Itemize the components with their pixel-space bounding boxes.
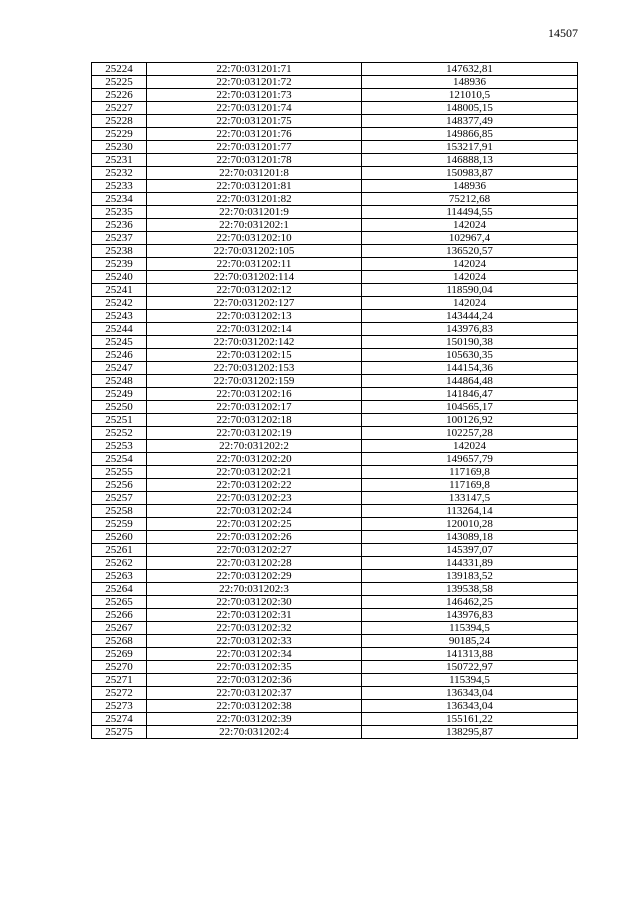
value-cell: 90185,24 [362, 635, 578, 648]
value-cell: 145397,07 [362, 544, 578, 557]
cadastral-number-cell: 22:70:031202:30 [147, 596, 362, 609]
value-cell: 133147,5 [362, 492, 578, 505]
cadastral-number-cell: 22:70:031201:77 [147, 141, 362, 154]
table-row [92, 362, 578, 375]
row-number-cell: 25251 [92, 414, 147, 427]
cadastral-number-cell: 22:70:031202:31 [147, 609, 362, 622]
table-row [92, 232, 578, 245]
cadastral-number-cell: 22:70:031202:127 [147, 297, 362, 310]
cadastral-number-cell: 22:70:031201:72 [147, 76, 362, 89]
value-cell: 146462,25 [362, 596, 578, 609]
value-cell: 102967,4 [362, 232, 578, 245]
table-row [92, 180, 578, 193]
row-number-cell: 25224 [92, 63, 147, 76]
table-row [92, 297, 578, 310]
value-cell: 100126,92 [362, 414, 578, 427]
table-row [92, 440, 578, 453]
row-number-cell: 25237 [92, 232, 147, 245]
value-cell: 141846,47 [362, 388, 578, 401]
table-row [92, 310, 578, 323]
row-number-cell: 25227 [92, 102, 147, 115]
row-number-cell: 25239 [92, 258, 147, 271]
table-row [92, 401, 578, 414]
value-cell: 148936 [362, 180, 578, 193]
table-row [92, 375, 578, 388]
table-row [92, 635, 578, 648]
cadastral-number-cell: 22:70:031202:12 [147, 284, 362, 297]
cadastral-number-cell: 22:70:031202:2 [147, 440, 362, 453]
value-cell: 117169,8 [362, 466, 578, 479]
table-row [92, 466, 578, 479]
value-cell: 114494,55 [362, 206, 578, 219]
cadastral-number-cell: 22:70:031202:23 [147, 492, 362, 505]
table-row [92, 609, 578, 622]
value-cell: 147632,81 [362, 63, 578, 76]
value-cell: 144864,48 [362, 375, 578, 388]
cadastral-number-cell: 22:70:031202:36 [147, 674, 362, 687]
value-cell: 138295,87 [362, 726, 578, 739]
row-number-cell: 25236 [92, 219, 147, 232]
value-cell: 142024 [362, 440, 578, 453]
value-cell: 105630,35 [362, 349, 578, 362]
row-number-cell: 25228 [92, 115, 147, 128]
row-number-cell: 25229 [92, 128, 147, 141]
cadastral-number-cell: 22:70:031202:142 [147, 336, 362, 349]
cadastral-number-cell: 22:70:031202:15 [147, 349, 362, 362]
row-number-cell: 25260 [92, 531, 147, 544]
cadastral-number-cell: 22:70:031202:1 [147, 219, 362, 232]
value-cell: 113264,14 [362, 505, 578, 518]
table-row [92, 687, 578, 700]
cadastral-number-cell: 22:70:031202:14 [147, 323, 362, 336]
value-cell: 117169,8 [362, 479, 578, 492]
table-row [92, 726, 578, 739]
cadastral-number-cell: 22:70:031202:29 [147, 570, 362, 583]
table-row [92, 63, 578, 76]
cadastral-number-cell: 22:70:031202:10 [147, 232, 362, 245]
value-cell: 150190,38 [362, 336, 578, 349]
value-cell: 136520,57 [362, 245, 578, 258]
table-row [92, 492, 578, 505]
value-cell: 141313,88 [362, 648, 578, 661]
table-row [92, 622, 578, 635]
cadastral-number-cell: 22:70:031202:114 [147, 271, 362, 284]
row-number-cell: 25254 [92, 453, 147, 466]
value-cell: 136343,04 [362, 687, 578, 700]
row-number-cell: 25247 [92, 362, 147, 375]
value-cell: 121010,5 [362, 89, 578, 102]
table-row [92, 284, 578, 297]
table-row [92, 505, 578, 518]
value-cell: 104565,17 [362, 401, 578, 414]
row-number-cell: 25274 [92, 713, 147, 726]
row-number-cell: 25242 [92, 297, 147, 310]
row-number-cell: 25272 [92, 687, 147, 700]
row-number-cell: 25248 [92, 375, 147, 388]
cadastral-number-cell: 22:70:031202:20 [147, 453, 362, 466]
table-row [92, 115, 578, 128]
table-row [92, 76, 578, 89]
table-row [92, 674, 578, 687]
row-number-cell: 25265 [92, 596, 147, 609]
row-number-cell: 25261 [92, 544, 147, 557]
row-number-cell: 25241 [92, 284, 147, 297]
table-row [92, 206, 578, 219]
cadastral-number-cell: 22:70:031202:11 [147, 258, 362, 271]
cadastral-number-cell: 22:70:031202:19 [147, 427, 362, 440]
cadastral-number-cell: 22:70:031202:24 [147, 505, 362, 518]
value-cell: 148377,49 [362, 115, 578, 128]
cadastral-number-cell: 22:70:031202:159 [147, 375, 362, 388]
cadastral-number-cell: 22:70:031202:34 [147, 648, 362, 661]
cadastral-number-cell: 22:70:031202:33 [147, 635, 362, 648]
cadastral-value-table [91, 62, 578, 739]
value-cell: 149866,85 [362, 128, 578, 141]
table-row [92, 700, 578, 713]
cadastral-number-cell: 22:70:031201:78 [147, 154, 362, 167]
cadastral-number-cell: 22:70:031202:3 [147, 583, 362, 596]
table-row [92, 102, 578, 115]
cadastral-number-cell: 22:70:031201:74 [147, 102, 362, 115]
table-row [92, 661, 578, 674]
table-row [92, 479, 578, 492]
value-cell: 139538,58 [362, 583, 578, 596]
value-cell: 75212,68 [362, 193, 578, 206]
table-row [92, 583, 578, 596]
value-cell: 153217,91 [362, 141, 578, 154]
cadastral-number-cell: 22:70:031202:37 [147, 687, 362, 700]
row-number-cell: 25257 [92, 492, 147, 505]
cadastral-number-cell: 22:70:031202:38 [147, 700, 362, 713]
row-number-cell: 25245 [92, 336, 147, 349]
row-number-cell: 25269 [92, 648, 147, 661]
cadastral-number-cell: 22:70:031201:8 [147, 167, 362, 180]
value-cell: 144331,89 [362, 557, 578, 570]
table-row [92, 154, 578, 167]
value-cell: 150722,97 [362, 661, 578, 674]
value-cell: 143976,83 [362, 609, 578, 622]
row-number-cell: 25252 [92, 427, 147, 440]
row-number-cell: 25266 [92, 609, 147, 622]
row-number-cell: 25262 [92, 557, 147, 570]
row-number-cell: 25246 [92, 349, 147, 362]
table-row [92, 245, 578, 258]
value-cell: 143089,18 [362, 531, 578, 544]
value-cell: 142024 [362, 258, 578, 271]
row-number-cell: 25273 [92, 700, 147, 713]
cadastral-number-cell: 22:70:031202:22 [147, 479, 362, 492]
cadastral-number-cell: 22:70:031202:26 [147, 531, 362, 544]
table-row [92, 713, 578, 726]
value-cell: 148005,15 [362, 102, 578, 115]
cadastral-number-cell: 22:70:031202:32 [147, 622, 362, 635]
row-number-cell: 25249 [92, 388, 147, 401]
row-number-cell: 25226 [92, 89, 147, 102]
cadastral-number-cell: 22:70:031202:153 [147, 362, 362, 375]
table-row [92, 544, 578, 557]
value-cell: 136343,04 [362, 700, 578, 713]
cadastral-number-cell: 22:70:031201:75 [147, 115, 362, 128]
value-cell: 142024 [362, 219, 578, 232]
value-cell: 144154,36 [362, 362, 578, 375]
value-cell: 146888,13 [362, 154, 578, 167]
table-row [92, 323, 578, 336]
row-number-cell: 25225 [92, 76, 147, 89]
cadastral-number-cell: 22:70:031202:18 [147, 414, 362, 427]
cadastral-number-cell: 22:70:031201:73 [147, 89, 362, 102]
row-number-cell: 25258 [92, 505, 147, 518]
table-row [92, 531, 578, 544]
value-cell: 102257,28 [362, 427, 578, 440]
cadastral-number-cell: 22:70:031202:28 [147, 557, 362, 570]
table-row [92, 349, 578, 362]
row-number-cell: 25264 [92, 583, 147, 596]
cadastral-number-cell: 22:70:031201:82 [147, 193, 362, 206]
table-row [92, 648, 578, 661]
row-number-cell: 25243 [92, 310, 147, 323]
row-number-cell: 25250 [92, 401, 147, 414]
table-row [92, 193, 578, 206]
row-number-cell: 25275 [92, 726, 147, 739]
value-cell: 143444,24 [362, 310, 578, 323]
row-number-cell: 25232 [92, 167, 147, 180]
cadastral-number-cell: 22:70:031202:21 [147, 466, 362, 479]
table-row [92, 271, 578, 284]
table-body [92, 63, 578, 739]
row-number-cell: 25238 [92, 245, 147, 258]
row-number-cell: 25234 [92, 193, 147, 206]
value-cell: 120010,28 [362, 518, 578, 531]
table-row [92, 388, 578, 401]
cadastral-number-cell: 22:70:031201:76 [147, 128, 362, 141]
value-cell: 149657,79 [362, 453, 578, 466]
cadastral-number-cell: 22:70:031202:4 [147, 726, 362, 739]
value-cell: 155161,22 [362, 713, 578, 726]
row-number-cell: 25235 [92, 206, 147, 219]
table-row [92, 167, 578, 180]
table-row [92, 128, 578, 141]
cadastral-number-cell: 22:70:031201:9 [147, 206, 362, 219]
cadastral-number-cell: 22:70:031202:39 [147, 713, 362, 726]
value-cell: 115394,5 [362, 622, 578, 635]
table-row [92, 427, 578, 440]
row-number-cell: 25253 [92, 440, 147, 453]
row-number-cell: 25230 [92, 141, 147, 154]
value-cell: 139183,52 [362, 570, 578, 583]
page-number: 14507 [548, 26, 578, 40]
table-row [92, 336, 578, 349]
table-row [92, 518, 578, 531]
cadastral-number-cell: 22:70:031202:35 [147, 661, 362, 674]
cadastral-number-cell: 22:70:031202:16 [147, 388, 362, 401]
row-number-cell: 25271 [92, 674, 147, 687]
value-cell: 142024 [362, 271, 578, 284]
value-cell: 148936 [362, 76, 578, 89]
table-row [92, 258, 578, 271]
row-number-cell: 25267 [92, 622, 147, 635]
cadastral-number-cell: 22:70:031202:27 [147, 544, 362, 557]
row-number-cell: 25270 [92, 661, 147, 674]
row-number-cell: 25231 [92, 154, 147, 167]
cadastral-number-cell: 22:70:031201:81 [147, 180, 362, 193]
cadastral-number-cell: 22:70:031202:13 [147, 310, 362, 323]
cadastral-number-cell: 22:70:031202:105 [147, 245, 362, 258]
table-row [92, 414, 578, 427]
value-cell: 143976,83 [362, 323, 578, 336]
cadastral-number-cell: 22:70:031202:25 [147, 518, 362, 531]
row-number-cell: 25233 [92, 180, 147, 193]
value-cell: 142024 [362, 297, 578, 310]
row-number-cell: 25268 [92, 635, 147, 648]
cadastral-number-cell: 22:70:031202:17 [147, 401, 362, 414]
table-row [92, 453, 578, 466]
row-number-cell: 25259 [92, 518, 147, 531]
row-number-cell: 25263 [92, 570, 147, 583]
table-row [92, 141, 578, 154]
table-row [92, 89, 578, 102]
row-number-cell: 25244 [92, 323, 147, 336]
table-row [92, 570, 578, 583]
value-cell: 118590,04 [362, 284, 578, 297]
table-row [92, 596, 578, 609]
row-number-cell: 25240 [92, 271, 147, 284]
cadastral-number-cell: 22:70:031201:71 [147, 63, 362, 76]
table-row [92, 219, 578, 232]
table-row [92, 557, 578, 570]
value-cell: 150983,87 [362, 167, 578, 180]
value-cell: 115394,5 [362, 674, 578, 687]
row-number-cell: 25256 [92, 479, 147, 492]
row-number-cell: 25255 [92, 466, 147, 479]
